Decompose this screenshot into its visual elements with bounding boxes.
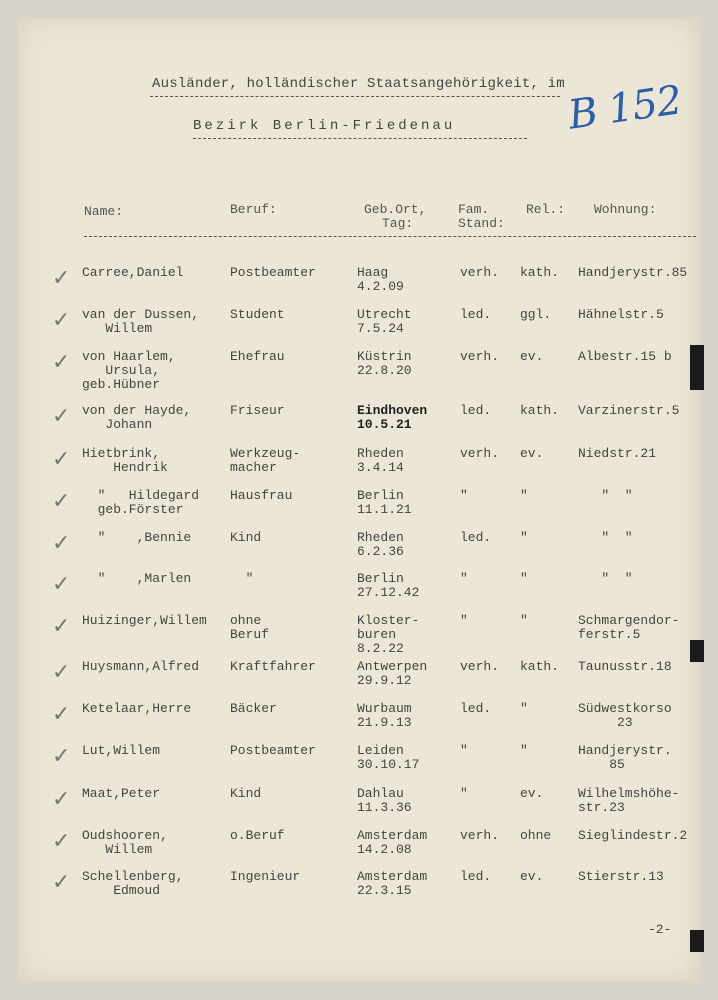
row-fam-cell: verh. (460, 659, 500, 674)
column-header-geb-line2: Tag: (382, 216, 414, 231)
column-header-fam-line1: Fam. (458, 202, 490, 217)
check-mark-icon: ✓ (52, 308, 71, 333)
row-wohnung-line: Niedstr.21 (578, 446, 657, 461)
row-name-line: Ursula, (82, 363, 161, 378)
row-name-cell (82, 266, 183, 280)
row-ort-cell (357, 614, 419, 656)
row-beruf-line: Student (230, 307, 285, 322)
row-wohnung-cell (578, 787, 679, 815)
row-fam-cell: " (460, 613, 468, 628)
check-mark-icon: ✓ (52, 572, 71, 597)
row-wohnung-cell (578, 744, 672, 772)
row-wohnung-cell (578, 489, 633, 503)
row-fam-cell: led. (460, 530, 492, 545)
torn-edge (690, 930, 704, 952)
row-wohnung-line: Stierstr.13 (578, 869, 664, 884)
row-name-cell (82, 447, 168, 475)
row-ort-cell (357, 308, 412, 336)
row-wohnung-cell (578, 447, 656, 461)
row-fam-cell: led. (460, 701, 492, 716)
row-wohnung-line: Handjerystr. (578, 743, 672, 758)
column-header-fam-line2: Stand: (458, 216, 505, 231)
row-fam-cell: " (460, 488, 468, 503)
check-mark-icon: ✓ (52, 787, 71, 812)
row-ort-line: Eindhoven (357, 403, 428, 418)
row-beruf-line: Kind (230, 530, 262, 545)
row-beruf-cell (230, 787, 261, 801)
row-name-cell (82, 404, 191, 432)
row-ort-line: 27.12.42 (357, 585, 420, 600)
row-name-cell (82, 489, 199, 517)
row-name-cell (82, 829, 168, 857)
column-header-geb (364, 203, 426, 231)
row-beruf-line: " (230, 571, 254, 586)
check-mark-icon: ✓ (52, 870, 71, 895)
row-wohnung-cell (578, 572, 633, 586)
row-ort-line: 6.2.36 (357, 544, 404, 559)
title-underline (150, 96, 560, 97)
row-ort-line: Berlin (357, 571, 404, 586)
row-rel-cell: kath. (520, 403, 560, 418)
check-mark-icon: ✓ (52, 489, 71, 514)
row-name-line: Oudshooren, (82, 828, 168, 843)
row-name-cell (82, 702, 191, 716)
row-ort-cell (357, 447, 404, 475)
row-wohnung-line: 85 (578, 757, 625, 772)
row-ort-line: 29.9.12 (357, 673, 412, 688)
row-wohnung-line: Wilhelmshöhe- (578, 786, 680, 801)
row-beruf-cell (230, 350, 285, 364)
row-wohnung-cell (578, 404, 679, 418)
column-header-fam (458, 203, 505, 231)
row-ort-line: 7.5.24 (357, 321, 404, 336)
row-beruf-line: Postbeamter (230, 743, 316, 758)
row-name-cell (82, 870, 183, 898)
row-beruf-line: Postbeamter (230, 265, 316, 280)
row-name-line: von der Hayde, (82, 403, 192, 418)
row-name-line: " ,Bennie (82, 530, 192, 545)
row-name-line: Huizinger,Willem (82, 613, 207, 628)
check-mark-icon: ✓ (52, 744, 71, 769)
row-wohnung-cell (578, 614, 679, 642)
row-ort-line: Antwerpen (357, 659, 428, 674)
row-rel-cell: " (520, 613, 528, 628)
check-mark-icon: ✓ (52, 266, 71, 291)
row-beruf-line: Werkzeug- (230, 446, 301, 461)
document-title: Ausländer, holländischer Staatsangehörigkeit, im (152, 76, 565, 92)
row-ort-line: 22.3.15 (357, 883, 412, 898)
row-rel-cell: " (520, 488, 528, 503)
column-header-wohnung: Wohnung: (594, 202, 657, 217)
row-rel-cell: " (520, 701, 528, 716)
row-rel-cell: " (520, 743, 528, 758)
row-name-line: Schellenberg, (82, 869, 184, 884)
row-wohnung-line: " " (578, 530, 633, 545)
check-mark-icon: ✓ (52, 350, 71, 375)
row-beruf-cell (230, 614, 269, 642)
row-wohnung-cell (578, 531, 633, 545)
row-wohnung-line: Albestr.15 b (578, 349, 672, 364)
row-beruf-line: macher (230, 460, 277, 475)
row-fam-cell: verh. (460, 828, 500, 843)
check-mark-icon: ✓ (52, 829, 71, 854)
row-wohnung-cell (578, 660, 672, 674)
row-wohnung-line: Handjerystr.85 (578, 265, 688, 280)
row-wohnung-cell (578, 829, 687, 843)
row-beruf-line: Ingenieur (230, 869, 301, 884)
row-fam-cell: " (460, 743, 468, 758)
row-fam-cell: led. (460, 403, 492, 418)
row-wohnung-cell (578, 308, 664, 322)
row-ort-line: 4.2.09 (357, 279, 404, 294)
archive-stamp: B 152 (565, 77, 685, 139)
row-beruf-cell (230, 744, 316, 758)
row-beruf-cell (230, 829, 285, 843)
row-name-line: Ketelaar,Herre (82, 701, 192, 716)
row-ort-line: 11.1.21 (357, 502, 412, 517)
row-wohnung-line: Taunusstr.18 (578, 659, 672, 674)
row-wohnung-line: 23 (578, 715, 633, 730)
row-beruf-cell (230, 447, 300, 475)
row-ort-cell (357, 572, 419, 600)
row-wohnung-line: Varzinerstr.5 (578, 403, 680, 418)
row-name-cell (82, 531, 191, 545)
row-ort-cell (357, 660, 427, 688)
row-ort-line: Wurbaum (357, 701, 412, 716)
row-ort-line: Amsterdam (357, 869, 428, 884)
row-ort-line: Utrecht (357, 307, 412, 322)
row-wohnung-cell (578, 350, 672, 364)
row-beruf-cell (230, 489, 292, 503)
row-ort-cell (357, 744, 419, 772)
check-mark-icon: ✓ (52, 447, 71, 472)
row-ort-line: Rheden (357, 446, 404, 461)
row-rel-cell: " (520, 571, 528, 586)
column-header-name: Name: (84, 204, 124, 219)
column-header-rel: Rel.: (526, 202, 566, 217)
row-ort-line: Leiden (357, 743, 404, 758)
torn-edge (690, 345, 704, 390)
check-mark-icon: ✓ (52, 660, 71, 685)
row-fam-cell: verh. (460, 349, 500, 364)
page-number: -2- (648, 922, 672, 937)
row-beruf-line: Friseur (230, 403, 285, 418)
row-name-line: Hietbrink, (82, 446, 161, 461)
row-name-line: Maat,Peter (82, 786, 161, 801)
row-name-line: geb.Förster (82, 502, 184, 517)
row-ort-line: 10.5.21 (357, 417, 412, 432)
row-fam-cell: " (460, 786, 468, 801)
row-name-cell (82, 350, 176, 392)
check-mark-icon: ✓ (52, 614, 71, 639)
check-mark-icon: ✓ (52, 404, 71, 429)
row-wohnung-line: Sieglindestr.2 (578, 828, 688, 843)
row-beruf-line: o.Beruf (230, 828, 285, 843)
row-rel-cell: ev. (520, 349, 544, 364)
row-beruf-cell (230, 702, 277, 716)
row-beruf-cell (230, 531, 261, 545)
row-beruf-cell (230, 870, 300, 884)
row-wohnung-line: Südwestkorso (578, 701, 672, 716)
row-rel-cell: ohne (520, 828, 552, 843)
check-mark-icon: ✓ (52, 531, 71, 556)
row-rel-cell: ggl. (520, 307, 552, 322)
row-name-cell (82, 614, 207, 628)
row-wohnung-line: " " (578, 571, 633, 586)
row-ort-line: 21.9.13 (357, 715, 412, 730)
document-subtitle: Bezirk Berlin-Friedenau (193, 118, 456, 134)
row-beruf-line: Ehefrau (230, 349, 285, 364)
row-beruf-cell (230, 308, 285, 322)
row-fam-cell: led. (460, 869, 492, 884)
row-ort-cell (357, 702, 412, 730)
row-ort-line: Küstrin (357, 349, 412, 364)
row-ort-line: 30.10.17 (357, 757, 420, 772)
row-name-line: Huysmann,Alfred (82, 659, 200, 674)
row-beruf-line: Kraftfahrer (230, 659, 316, 674)
row-ort-line: Berlin (357, 488, 404, 503)
column-header-geb-line1: Geb.Ort, (364, 202, 427, 217)
row-beruf-cell (230, 572, 253, 586)
row-ort-cell (357, 531, 404, 559)
row-ort-cell (357, 870, 427, 898)
row-fam-cell: " (460, 571, 468, 586)
row-fam-cell: led. (460, 307, 492, 322)
row-beruf-cell (230, 266, 316, 280)
row-name-cell (82, 660, 199, 674)
row-ort-cell (357, 787, 412, 815)
row-rel-cell: ev. (520, 786, 544, 801)
row-wohnung-cell (578, 870, 664, 884)
row-name-cell (82, 308, 199, 336)
row-wohnung-line: ferstr.5 (578, 627, 641, 642)
row-rel-cell: kath. (520, 659, 560, 674)
row-ort-cell (357, 829, 427, 857)
row-fam-cell: verh. (460, 265, 500, 280)
row-rel-cell: " (520, 530, 528, 545)
row-name-line: Hendrik (82, 460, 168, 475)
row-fam-cell: verh. (460, 446, 500, 461)
row-beruf-cell (230, 660, 316, 674)
row-wohnung-line: Schmargendor- (578, 613, 680, 628)
check-mark-icon: ✓ (52, 702, 71, 727)
row-name-line: von Haarlem, (82, 349, 176, 364)
row-ort-cell (357, 266, 404, 294)
row-ort-line: buren (357, 627, 397, 642)
row-wohnung-cell (578, 266, 687, 280)
row-ort-line: Dahlau (357, 786, 404, 801)
row-wohnung-line: str.23 (578, 800, 625, 815)
row-beruf-line: ohne (230, 613, 262, 628)
row-ort-cell (357, 350, 412, 378)
row-ort-line: Haag (357, 265, 389, 280)
column-header-beruf: Beruf: (230, 202, 277, 217)
row-ort-cell (357, 404, 427, 432)
row-beruf-line: Kind (230, 786, 262, 801)
row-ort-line: Rheden (357, 530, 404, 545)
row-ort-cell (357, 489, 412, 517)
row-wohnung-cell (578, 702, 672, 730)
row-name-cell (82, 572, 191, 586)
torn-edge (690, 640, 704, 662)
row-name-line: Johann (82, 417, 153, 432)
row-wohnung-line: Hähnelstr.5 (578, 307, 664, 322)
row-name-line: van der Dussen, (82, 307, 200, 322)
row-rel-cell: kath. (520, 265, 560, 280)
row-beruf-line: Beruf (230, 627, 270, 642)
row-name-line: Willem (82, 321, 153, 336)
row-ort-line: 3.4.14 (357, 460, 404, 475)
row-beruf-line: Bäcker (230, 701, 277, 716)
header-rule (84, 236, 696, 237)
row-ort-line: 22.8.20 (357, 363, 412, 378)
row-ort-line: Amsterdam (357, 828, 428, 843)
row-name-line: Willem (82, 842, 153, 857)
row-ort-line: Kloster- (357, 613, 420, 628)
row-name-line: Lut,Willem (82, 743, 161, 758)
subtitle-underline (193, 138, 527, 139)
row-name-line: Carree,Daniel (82, 265, 184, 280)
row-name-line: " ,Marlen (82, 571, 192, 586)
row-beruf-cell (230, 404, 285, 418)
row-name-cell (82, 744, 160, 758)
row-rel-cell: ev. (520, 869, 544, 884)
row-name-line: Edmoud (82, 883, 161, 898)
row-name-line: " Hildegard (82, 488, 200, 503)
row-beruf-line: Hausfrau (230, 488, 293, 503)
row-ort-line: 8.2.22 (357, 641, 404, 656)
row-rel-cell: ev. (520, 446, 544, 461)
row-ort-line: 14.2.08 (357, 842, 412, 857)
row-name-cell (82, 787, 160, 801)
row-name-line: geb.Hübner (82, 377, 161, 392)
row-ort-line: 11.3.36 (357, 800, 412, 815)
row-wohnung-line: " " (578, 488, 633, 503)
